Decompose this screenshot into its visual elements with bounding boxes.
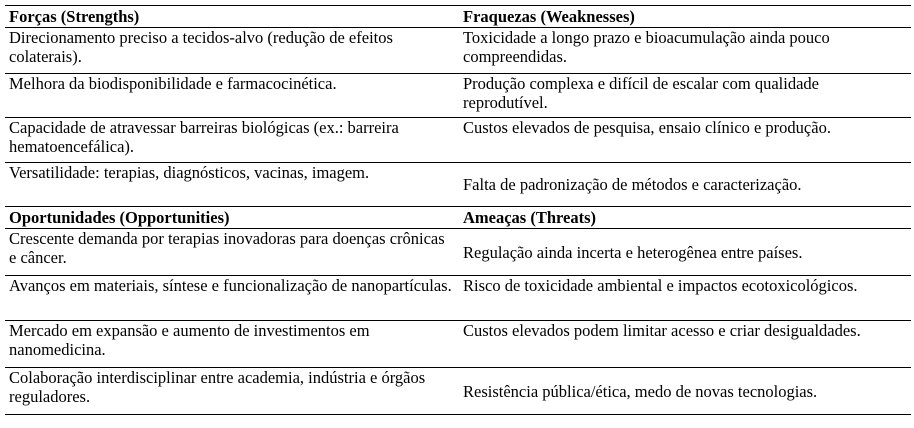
threat-cell: Risco de toxicidade ambiental e impactos ecotoxicológicos. [459, 276, 911, 321]
opportunity-cell: Avanços em materiais, síntese e funcionalização de nanopartículas. [5, 276, 459, 321]
weakness-cell: Toxicidade a longo prazo e bioacumulação ainda pouco compreendidas. [459, 28, 911, 74]
opportunity-cell: Crescente demanda por terapias inovadoras para doenças crônicas e câncer. [5, 229, 459, 276]
swot-table [5, 5, 911, 415]
strength-cell: Versatilidade: terapias, diagnósticos, vacinas, imagem. [5, 163, 459, 207]
header-row-strengths-weaknesses [5, 6, 911, 28]
strength-cell: Direcionamento preciso a tecidos-alvo (redução de efeitos colaterais). [5, 28, 459, 74]
table-row [5, 28, 911, 74]
opportunity-cell: Colaboração interdisciplinar entre academia, indústria e órgãos reguladores. [5, 368, 459, 415]
table-row [5, 276, 911, 321]
opportunity-cell: Mercado em expansão e aumento de investimentos em nanomedicina. [5, 321, 459, 368]
weakness-cell: Produção complexa e difícil de escalar com qualidade reprodutível. [459, 74, 911, 118]
table-row [5, 118, 911, 163]
table-row [5, 229, 911, 276]
strength-cell: Capacidade de atravessar barreiras biológicas (ex.: barreira hematoencefálica). [5, 118, 459, 163]
header-threats: Ameaças (Threats) [459, 207, 911, 229]
strength-cell: Melhora da biodisponibilidade e farmacocinética. [5, 74, 459, 118]
weakness-cell: Custos elevados de pesquisa, ensaio clínico e produção. [459, 118, 911, 163]
table-row [5, 368, 911, 415]
header-row-opportunities-threats [5, 207, 911, 229]
table-row [5, 74, 911, 118]
weakness-cell: Falta de padronização de métodos e caracterização. [459, 163, 911, 207]
header-strengths: Forças (Strengths) [5, 6, 459, 28]
header-opportunities: Oportunidades (Opportunities) [5, 207, 459, 229]
header-weaknesses: Fraquezas (Weaknesses) [459, 6, 911, 28]
threat-cell: Regulação ainda incerta e heterogênea entre países. [459, 229, 911, 276]
table-row [5, 163, 911, 207]
threat-cell: Custos elevados podem limitar acesso e criar desigualdades. [459, 321, 911, 368]
threat-cell: Resistência pública/ética, medo de novas tecnologias. [459, 368, 911, 415]
table-row [5, 321, 911, 368]
